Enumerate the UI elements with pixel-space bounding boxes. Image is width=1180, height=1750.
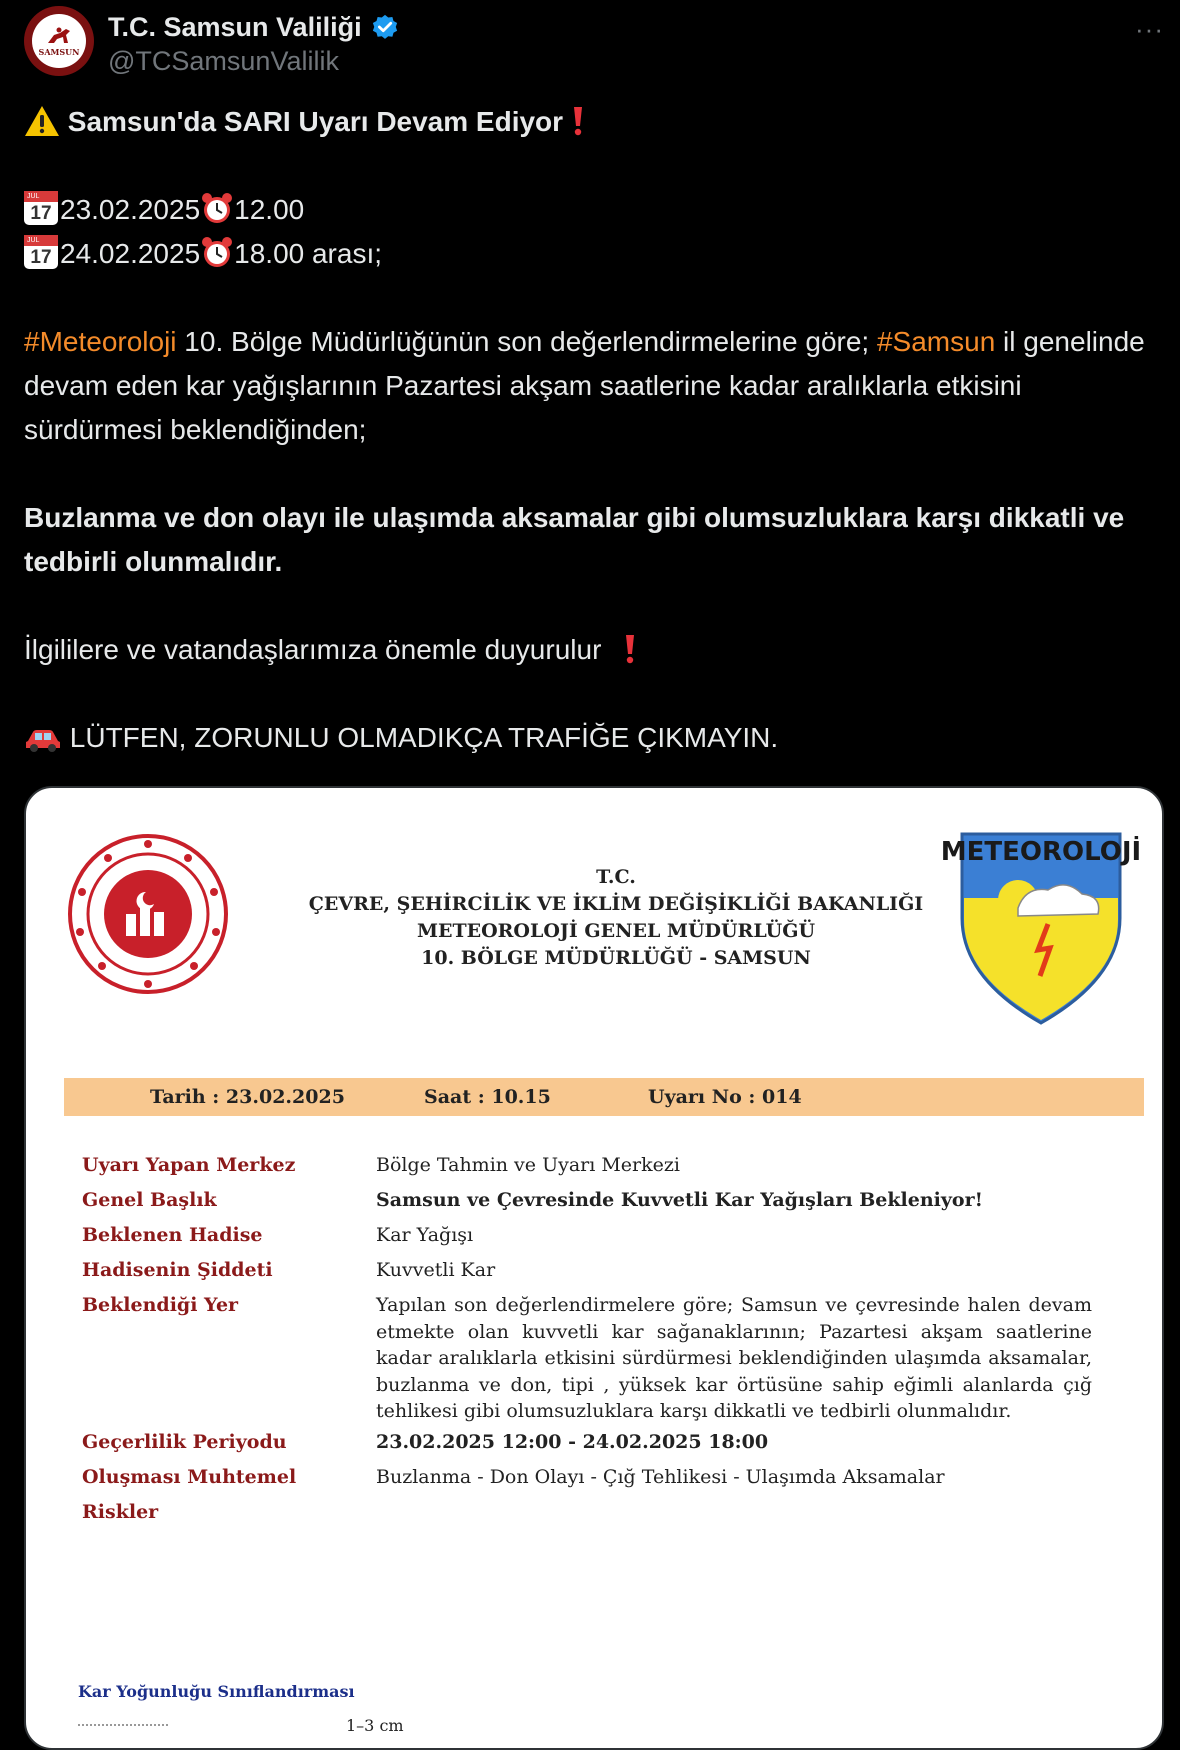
car-icon bbox=[24, 725, 62, 753]
ministry-seal-icon bbox=[66, 832, 230, 996]
hashtag-samsun[interactable]: #Samsun bbox=[876, 326, 996, 357]
detail-value: Bölge Tahmin ve Uyarı Merkezi bbox=[376, 1154, 680, 1176]
detail-value: 23.02.2025 12:00 - 24.02.2025 18:00 bbox=[376, 1430, 769, 1453]
warning-details bbox=[82, 1148, 1122, 1530]
tweet-header bbox=[24, 6, 1164, 80]
info-bar bbox=[64, 1078, 1144, 1116]
tweet-paragraph bbox=[24, 320, 1164, 452]
avatar[interactable] bbox=[24, 6, 94, 76]
traffic-line bbox=[24, 716, 1164, 760]
more-icon[interactable]: ··· bbox=[1135, 14, 1164, 44]
detail-row bbox=[82, 1253, 1122, 1288]
end-time: 18.00 arası; bbox=[234, 238, 383, 269]
avatar-label: SAMSUN bbox=[38, 47, 80, 57]
start-date: 23.02.2025 bbox=[60, 194, 201, 225]
detail-value: Kuvvetli Kar bbox=[376, 1259, 496, 1281]
date-line-1 bbox=[24, 188, 1164, 232]
header-line-ministry: ÇEVRE, ŞEHİRCİLİK VE İKLİM DEĞİŞİKLİĞİ BAKANLIĞI bbox=[308, 893, 924, 915]
document-header bbox=[266, 864, 966, 972]
paragraph-text-2: il genelinde devam eden kar yağışlarının Pazartesi akşam saatlerine kadar aralıklarla etkisini sürdürmesi beklendiğinden; bbox=[24, 326, 1145, 445]
calendar-icon: JUL 17 bbox=[24, 191, 58, 225]
announcement-text: İlgililere ve vatandaşlarımıza önemle duyurulur bbox=[24, 634, 602, 665]
start-time: 12.00 bbox=[234, 194, 305, 225]
warning-text: Buzlanma ve don olayı ile ulaşımda aksamalar gibi olumsuzluklara karşı dikkatli ve tedbirli olunmalıdır. bbox=[24, 502, 1125, 577]
header-line-directorate: METEOROLOJİ GENEL MÜDÜRLÜĞÜ bbox=[416, 920, 816, 942]
handle[interactable]: @TCSamsunValilik bbox=[108, 46, 339, 76]
header-line-tc: T.C. bbox=[596, 866, 636, 888]
display-name[interactable]: T.C. Samsun Valiliği bbox=[108, 12, 362, 42]
tweet-text bbox=[24, 100, 1164, 760]
meteoroloji-logo-icon bbox=[940, 828, 1142, 1028]
detail-label: Beklenen Hadise bbox=[82, 1224, 263, 1246]
exclamation-icon bbox=[623, 633, 637, 665]
announcement-line bbox=[24, 628, 1164, 672]
traffic-text: LÜTFEN, ZORUNLU OLMADIKÇA TRAFİĞE ÇIKMAYIN. bbox=[69, 722, 779, 753]
header-line-region: 10. BÖLGE MÜDÜRLÜĞÜ - SAMSUN bbox=[421, 947, 811, 969]
hashtag-meteoroloji[interactable]: #Meteoroloji bbox=[24, 326, 177, 357]
detail-row bbox=[82, 1183, 1122, 1218]
warning-icon bbox=[24, 105, 60, 137]
detail-value: Samsun ve Çevresinde Kuvvetli Kar Yağışları Bekleniyor! bbox=[376, 1189, 983, 1211]
calendar-icon: JUL 17 bbox=[24, 235, 58, 269]
detail-label: Hadisenin Şiddeti bbox=[82, 1259, 273, 1281]
detail-row bbox=[82, 1288, 1122, 1425]
date-line-2 bbox=[24, 232, 1164, 276]
detail-label: Uyarı Yapan Merkez bbox=[82, 1154, 296, 1176]
paragraph-text-1: 10. Bölge Müdürlüğünün son değerlendirmelerine göre; bbox=[176, 326, 877, 357]
alarm-clock-icon bbox=[200, 191, 234, 225]
detail-row bbox=[82, 1218, 1122, 1253]
detail-row bbox=[82, 1425, 1122, 1460]
tweet-image[interactable] bbox=[24, 786, 1164, 1750]
detail-value: Kar Yağışı bbox=[376, 1224, 474, 1246]
detail-label: Beklendiği Yer bbox=[82, 1294, 239, 1316]
tweet-title: Samsun'da SARI Uyarı Devam Ediyor bbox=[67, 106, 564, 137]
meteo-logo-text: METEOROLOJİ bbox=[940, 837, 1142, 867]
horse-rider-icon bbox=[44, 25, 74, 47]
verified-badge-icon[interactable] bbox=[370, 13, 400, 43]
snow-classification-title: Kar Yoğunluğu Sınıflandırması bbox=[78, 1682, 355, 1701]
detail-label: Geçerlilik Periyodu bbox=[82, 1430, 287, 1453]
end-date: 24.02.2025 bbox=[60, 238, 201, 269]
detail-row bbox=[82, 1460, 1122, 1530]
warning-number-field: Uyarı No : 014 bbox=[648, 1086, 802, 1108]
alarm-clock-icon bbox=[200, 235, 234, 269]
classification-divider bbox=[78, 1724, 168, 1726]
detail-row bbox=[82, 1148, 1122, 1183]
exclamation-icon bbox=[571, 105, 585, 137]
avatar-emblem bbox=[32, 14, 86, 68]
name-row bbox=[108, 12, 400, 43]
tweet-title-line bbox=[24, 100, 1164, 144]
time-field: Saat : 10.15 bbox=[424, 1086, 551, 1108]
snow-classification-item: 1–3 cm bbox=[346, 1716, 404, 1735]
detail-label: Genel Başlık bbox=[82, 1189, 217, 1211]
detail-value: Yapılan son değerlendirmelere göre; Samsun ve çevresinde halen devam etmekte olan kuvvetli kar sağanaklarının; Pazartesi akşam saatlerine kadar aralıklarla etkisini sürdürmesi beklendiğinden ulaşımda aksamalar, buzlanma ve don, tipi , yüksek kar örtüsüne sahip eğimli alanlarda çığ tehlikesi gibi olumsuzluklara karşı dikkatli ve tedbirli olunmalıdır. bbox=[376, 1294, 1092, 1422]
date-field: Tarih : 23.02.2025 bbox=[150, 1086, 345, 1108]
detail-value: Buzlanma - Don Olayı - Çığ Tehlikesi - Ulaşımda Aksamalar bbox=[376, 1465, 945, 1488]
detail-label: Oluşması Muhtemel Riskler bbox=[82, 1465, 297, 1523]
